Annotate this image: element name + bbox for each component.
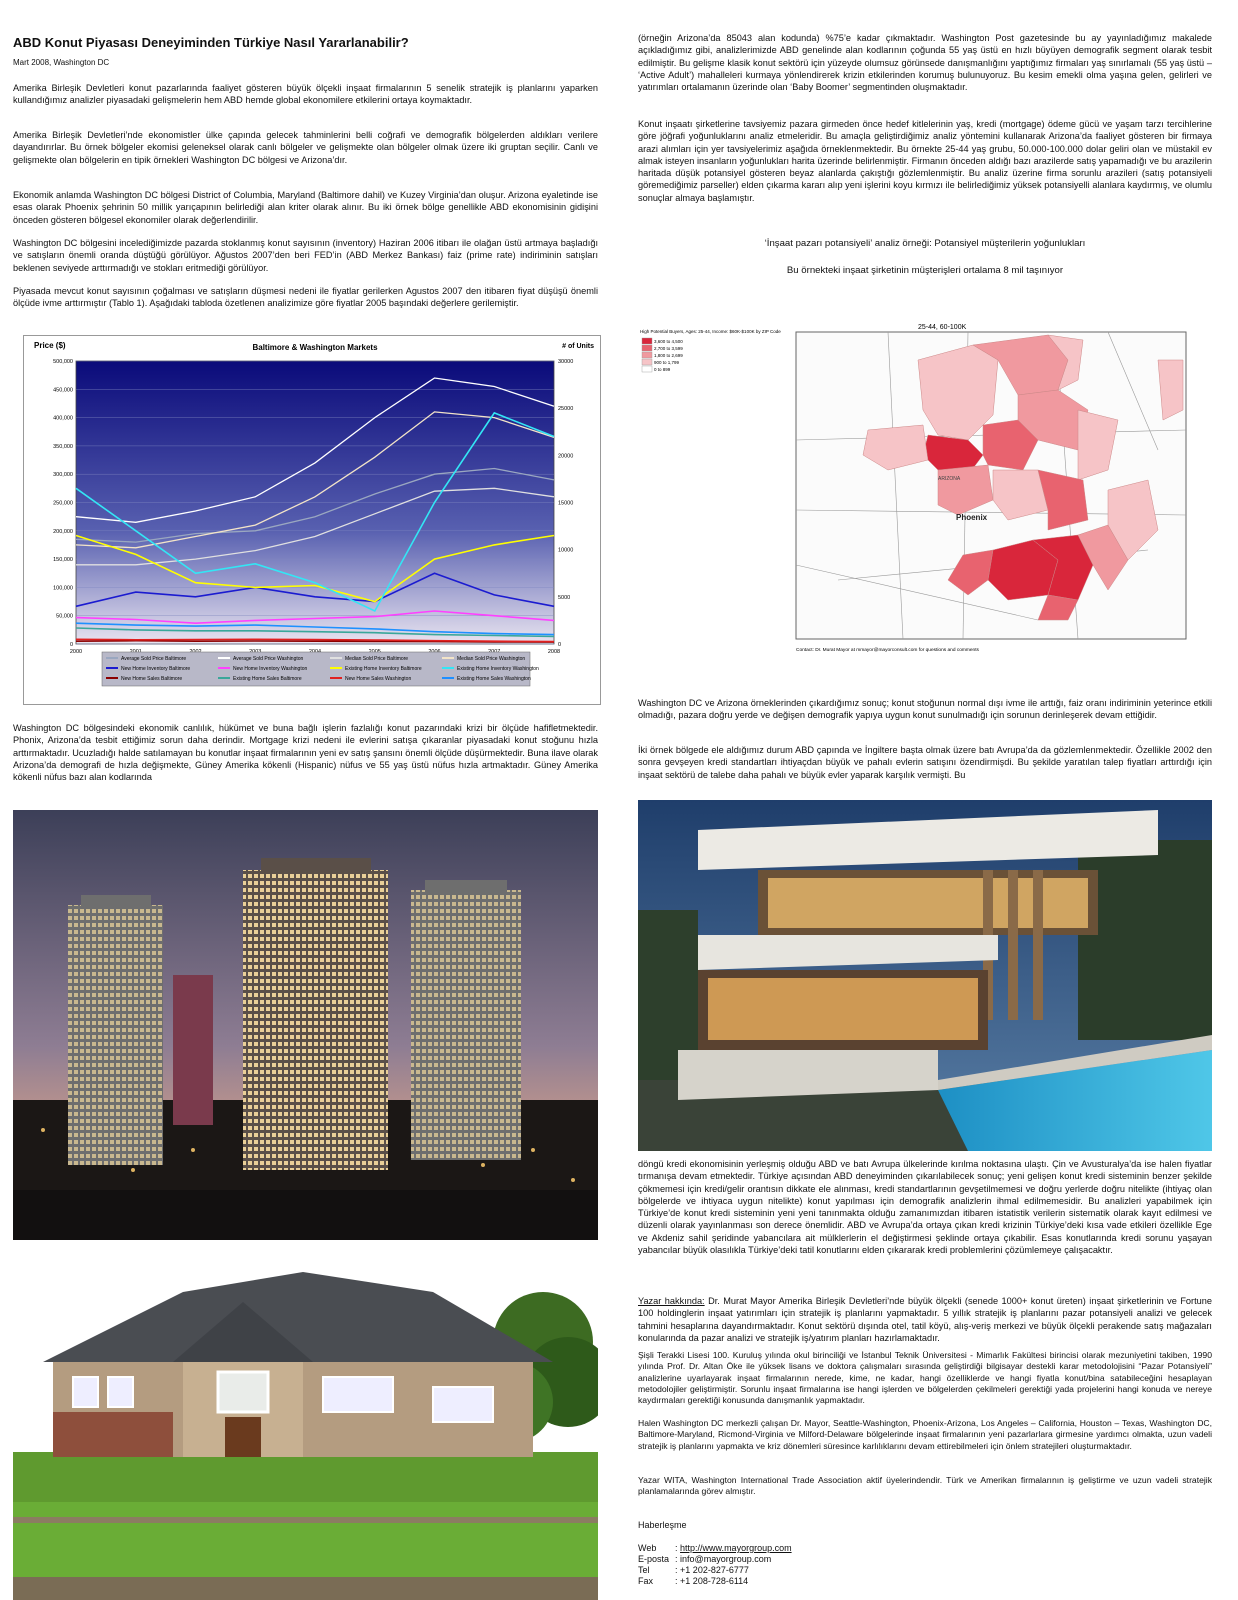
chart-legend-label: Existing Home Sales Baltimore [233,676,302,682]
contact-table [638,1543,798,1587]
map-legend-swatch [642,352,652,358]
y-tick-label: 450,000 [53,387,73,394]
map-caption-1: ‘İnşaat pazarı potansiyeli’ analiz örneği: Potansiyel müşterilerin yoğunlukları [764,238,1086,249]
density-map [638,320,1212,665]
y2-tick-label: 30000 [558,359,574,365]
map-legend-label: 1,800 to 2,699 [654,353,683,358]
website-link[interactable]: http://www.mayorgroup.com [680,1543,792,1553]
y-tick-label: 0 [69,642,73,648]
contact-sep: : [675,1554,681,1564]
author-text: Dr. Murat Mayor Amerika Birleşik Devletleri’nde büyük ölçekli (senede 1000+ konut üreten) inşaat şirketlerinin ve Fortune 100 holdinglerin inşaat yatırımları için stratejik iş planlarını yapmaktadır. 5 yıllık stratejik iş planlarını pazar potansiyeli analizi ve gelecek tahmini hesaplarına dayandırmaktadır. Konut sektörü dışında otel, tatil köyü, alış-veriş merkezi ve büyük ölçekli perakende satış mağazaları konularında da pazar analizi ve stratejik iş/yatırım planları hazırlamaktadır. [638,1296,1212,1343]
contact-row-phone [638,1565,798,1576]
author-paragraph: Yazar WITA, Washington International Trade Association aktif üyelerindendir. Türk ve Amerikan firmalarının iş geliştirme ve uzun vadeli stratejik planlamalarında görev almıştır. [638,1475,1212,1497]
paragraph: Konut inşaatı şirketlerine tavsiyemiz pazara girmeden önce hedef kitlelerinin yaş, kredi (mortgage) ödeme gücü ve yaşam tarzı tercihlerine göre jöğrafi yoğunluklarını analiz etmeleridir. Bu amaçla geliştirdiğimiz analiz yöntemini kullanarak Arizona’da faaliyet gösteren bir firmaya arazi alımları için yer tavsiyelerimiz aşağıda örneklenmektedir. Bu örnekte 25-44 yaş grubu, 50.000-100.000 dolar geliri olan ve müstakil ev almak isteyen insanların yoğunlukları harita üzerinde belirlenmiştir. Firmanın önceden aldığı bazı arazilerde satış yapamadığı ve bu arazilerin haritada düşük potansiyel gösteren beyaz alanlarda çakıştığı gözlemlenmiştir. Bu analiz üzerine firma sorunlu arazileri (satış potansiyeli göremediğimiz parseller) elden çıkarma kararı alıp yeni işlerini koyu kırmızı ile belirlediğimiz yüksek potansiyelli alanlara kaydırmış, ve olumlu sonuçlar almaya başlamıştır. [638,119,1212,203]
paragraph: Washington DC ve Arizona örneklerinden çıkardığımız sonuç; konut stoğunun normal dışı ivme ile arttığı, faiz oranı indiriminin yeterince etkili olmadığı, pazara doğru yerde ve değişen demografik yapıya uygun konut sunulmadığı için sorunun derinleşerek devam ettiğidir. [638,698,1212,721]
contact-label: Fax [638,1576,654,1586]
map-legend-title: High Potential Buyers, Ages: 25-44, Income: $60K-$100K by ZIP Code [640,329,781,334]
chart-legend-label: Average Sold Price Baltimore [121,656,187,662]
phone-value: +1 202-827-6777 [680,1565,749,1575]
contact-row-web [638,1543,798,1554]
paragraph: Ekonomik anlamda Washington DC bölgesi District of Columbia, Maryland (Baltimore dahil) ve Kuzey Virginia’dan oluşur. Arizona eyaletinde ise esas olarak Phoenix şehrinin 50 millik yarıçapının belirlediği alan kriter olarak alınır. Bu iki örnek bölge genellikle ABD ekonomisinin gidişini önceden gösteren bölgesel ekonomiler olarak değerlendirilir. [13,190,598,225]
x-tick-label: 2008 [547,649,561,655]
y2-tick-label: 5000 [558,594,571,601]
map-legend-label: 2,700 to 3,599 [654,346,683,351]
highrise-towers-photo [13,810,598,1240]
paragraph: döngü kredi ekonomisinin yerleşmiş olduğu ABD ve batı Avrupa ülkelerinde kırılma noktasına ulaştı. Çin ve Avusturalya’da ise halen fiyatlar tırmanışa devam etmektedir. Türkiye açısından ABD deneyiminden çıkarılabilecek sonuç; yeni gelişen konut kredi sisteminin benzer şekilde çökmemesi için kredi/gelir orantısın dikkate ele alınması, kredi standartlarının gevşetilmemesi ve doğru yerlerde doğru nitelikte (ihtiyaç olan bölgelerde ve ihtiyaca uygun nitelikte) konut yapılması için demografik analizlerin ihmal edilmemesidir. Bu analizleri yapabilmek için Türkiye’de konut kredi sisteminin yeni yeni tanınmakta olduğu zamanımızdan itibaren istatistik verilerin sistematik olarak kayıt edilmesi ve düzenli olarak yayınlanması son derece önemlidir. ABD ve Avrupa’da ortaya çıkan kredi krizinin Türkiye’deki kısa vade etkileri özellikle Ege ve Akdeniz sahil şeridinde yabancılara ait mülklerlerin el değiştirmesi şeklinde ortaya çıkabilir. Esas konutlarında kredi sorunu yaşayan yabancılar büyük olasılıkla Türkiye’deki tatil konutlarını elden çıkararak kredi problemlerini çözümlemeye çalışacaktır. [638,1159,1212,1256]
article-title: ABD Konut Piyasası Deneyiminden Türkiye Nasıl Yararlanabilir? [13,35,409,50]
contact-label: Web [638,1543,657,1553]
author-paragraph: Halen Washington DC merkezli çalışan Dr. Mayor, Seattle-Washington, Phoenix-Arizona, Los Angeles – California, Houston – Texas, Washington DC, Baltimore-Maryland, Ricmond-Virginia ve Milford-Delaware bölgelerinde inşaat firmalarının yeni pazarlarlara girmesine yardımcı olmakta, uzun vadeli stratejik iş planlarını yapmakta ve kriz dönemleri süresince karlılıklarını devam ettirebilmeleri için önlem stratejileri oluşturmaktadır. [638,1418,1212,1451]
y2-tick-label: 25000 [558,406,574,413]
paragraph: Washington DC bölgesini incelediğimizde pazarda stoklanmış konut sayısının (inventory) Haziran 2006 itibarı ile olağan üstü artmaya başladığı ve satışların önemli oranda düştüğü görülüyor. Ağustos 2007’den beri FED’in (ABD Merkez Bankası) faiz (prime rate) indiriminin satışları beklenen seviyede arttırmadığı ve stokları eritmediği görülüyor. [13,238,598,273]
y-tick-label: 500,000 [53,359,73,365]
chart-legend-label: Existing Home Inventory Washington [457,666,539,672]
email-value: info@mayorgroup.com [680,1554,772,1564]
y-tick-label: 300,000 [53,472,73,479]
x-tick-label: 2000 [69,649,83,655]
suburban-house-photo [13,1252,598,1600]
contact-sep: : [675,1576,681,1586]
map-legend-swatch [642,366,652,372]
map-title: 25-44, 60-100K [918,324,967,331]
chart-legend-label: New Home Inventory Baltimore [121,666,191,672]
y-tick-label: 250,000 [53,500,73,507]
chart-legend-label: Median Sold Price Baltimore [345,656,409,662]
chart-legend-label: Existing Home Sales Washington [457,676,531,682]
article-date: Mart 2008, Washington DC [13,58,110,67]
chart-legend-label: Existing Home Inventory Baltimore [345,666,422,672]
map-legend-swatch [642,345,652,351]
contact-sep: : [675,1565,681,1575]
paragraph: Amerika Birleşik Devletleri konut pazarlarında faaliyet gösteren büyük ölçekli inşaat firmalarının 5 senelik stratejik iş planlarını yaparken kullandığımız analizler piyasadaki gelişmelerin hem ABD hemde global ekonomilere etkilerini ortaya koymaktadır. [13,83,598,106]
chart-legend-label: Median Sold Price Washington [457,656,526,662]
map-legend-swatch [642,359,652,365]
chart-legend-label: New Home Sales Washington [345,676,412,682]
map-city-label: Phoenix [956,513,988,522]
y2-axis-title: # of Units [562,343,594,350]
y-tick-label: 150,000 [53,557,73,564]
map-legend-swatch [642,338,652,344]
map-state-label: ARIZONA [938,476,961,482]
y2-tick-label: 10000 [558,547,574,554]
fax-value: +1 208-728-6114 [680,1576,749,1586]
density-map-figure [638,320,1212,665]
paragraph: Washington DC bölgesindeki ekonomik canlılık, hükümet ve buna bağlı işlerin fazlalığı konut pazarındaki krizi bir ölçüde hafifletmektedir. Phonix, Arizona’da tesbit ettiğimiz sorun daha derindir. Mortgage krizi nedeni ile evlerini satışa çıkaranlar piyasadaki konut stoğunu hızla arttırmaktadır. Ucuzladığı halde satılamayan bu konutlar inşaat firmalarının yeni ev satış şansını önemli ölçüde düşürmektedir. Buna ilave olarak Arizona’da demografi de hızla değişmekte, Güney Amerika kökenli (Hispanic) nüfus ve 55 yaş üstü nüfus hızla artmaktadır. Güney Amerika kökenli nüfus bazı alan kodlarında [13,723,598,783]
modern-house-photo [638,800,1212,1151]
contact-row-email [638,1554,798,1565]
y2-tick-label: 15000 [558,500,574,507]
y-tick-label: 350,000 [53,443,73,450]
y2-tick-label: 20000 [558,453,574,460]
y-tick-label: 50,000 [56,613,73,620]
paragraph: Amerika Birleşik Devletleri’nde ekonomistler ülke çapında gelecek tahminlerini belli coğrafi ve demografik bölgelerden aldıkları verilere dayandırırlar. Bu örnek bölgeler ekomisi geleneksel olarak canlı bölgeler ve gelişmekte olan bölgeler olmak üzere iki gruptan seçilir. Canlı ve gelişmekte olan bölgelerin en tipik örnekleri Washington DC bölgesi ve Arizona’dır. [13,130,598,165]
author-paragraph [638,1295,1212,1344]
price-inventory-chart [23,335,601,705]
chart-legend-label: New Home Sales Baltimore [121,676,183,682]
contact-heading: Haberleşme [638,1520,687,1530]
contact-label: E-posta [638,1554,670,1564]
y-tick-label: 100,000 [53,585,73,592]
map-legend-label: 900 to 1,799 [654,360,680,365]
chart-svg [24,336,600,704]
author-paragraph: Şişli Terakki Lisesi 100. Kuruluş yılında okul birinciliği ve İstanbul Teknik Üniversitesi - Mimarlık Fakültesi birincisi olarak mezuniyetini takiben, 1990 yılında Prof. Dr. Altan Öke ile yüksek lisans ve doktora çalışmaları sırasında geliştirdiği bilgisayar destekli karar metodolojisini “Pazar Potansiyeli” analizlerine uyarlayarak inşaat firmalarının nerede, kime, ne kadar, hangi özelliklerde ve hangi fiyatla konut/bina satabileceğini hesaplayan metodolojiler geliştirmiştir. Sorunlu inşaat firmalarına ise hangi işlerden ve bölgelerden çekilmeleri gerektiği yada projelerini hangi konuda ve nereye kaydırmaları gerektiği konusunda danışmanlık yapmaktadır. [638,1350,1212,1406]
author-heading: Yazar hakkında: [638,1296,705,1306]
y-tick-label: 200,000 [53,528,73,535]
map-caption-2: Bu örnekteki inşaat şirketinin müşterişleri ortalama 8 mil taşınıyor [786,265,1064,276]
paragraph: İki örnek bölgede ele aldığımız durum ABD çapında ve İngiltere başta olmak üzere batı Avrupa’da da gözlemlenmektedir. Özellikle 2002 den sonra gevşeyen kredi standartları ihtiyaçdan büyük ve pahalı evlerin satışını özendirmişdi. Bu şekilde yaratılan talep fiyatları arttırdığı için inşaat sektörü de talebe daha pahalı ve büyük evler yaparak karşılık vermişti. Bu [638,745,1212,780]
paragraph: Piyasada mevcut konut sayısının çoğalması ve satışların düşmesi nedeni ile fiyatlar gerilerken Agustos 2007 den itibaren fiyat düşüşü önemli ölçüde ivme arttırmıştır (Tablo 1). Aşağıdaki tabloda özetlenen analizimize göre fiyatlar 2005 başındaki değerlere gerilemiştir. [13,286,598,309]
map-footer: Contact: Dr. Murat Mayor at mmayor@mayorconsult.com for questions and comments [796,648,979,653]
map-legend-label: 3,600 to 4,500 [654,339,683,344]
map-legend-label: 0 to 899 [654,367,671,372]
y-axis-title: Price ($) [34,341,66,350]
contact-label: Tel [638,1565,650,1575]
y2-tick-label: 0 [558,642,562,648]
chart-legend-label: Average Sold Price Washington [233,656,304,662]
y-tick-label: 400,000 [53,415,73,422]
chart-legend-label: New Home Inventory Washington [233,666,308,672]
contact-row-fax [638,1576,798,1587]
chart-title: Baltimore & Washington Markets [252,343,378,352]
paragraph: (örneğin Arizona’da 85043 alan kodunda) %75’e kadar çıkmaktadır. Washington Post gazetesinde bu ay yayınladığımız makalede açıkladığımız gibi, analizlerimizde ABD genelinde alan kodlarının çoğunda 55 yaş üstü en hızlı büyüyen demografik segment olarak tesbit edilmiştir. Bu gelişme klasik konut sektörü için yüzeyde olumsuz görünsede danışmanlığını yaptığımız firmaları yaş sınırlamalı (55 yaş üstü – ‘Active Adult’) mahalleleri kurmaya yönlendirerek krizin etkilerinden korumuş bulunuyoruz. Bu kesim emekli olma yaşına gelen, gelirleri ve yatırımları ortalamanın üzerinde olan ‘Baby Boomer’ segmentinden oluşmaktadır. [638,33,1212,93]
contact-sep: : [675,1543,681,1553]
